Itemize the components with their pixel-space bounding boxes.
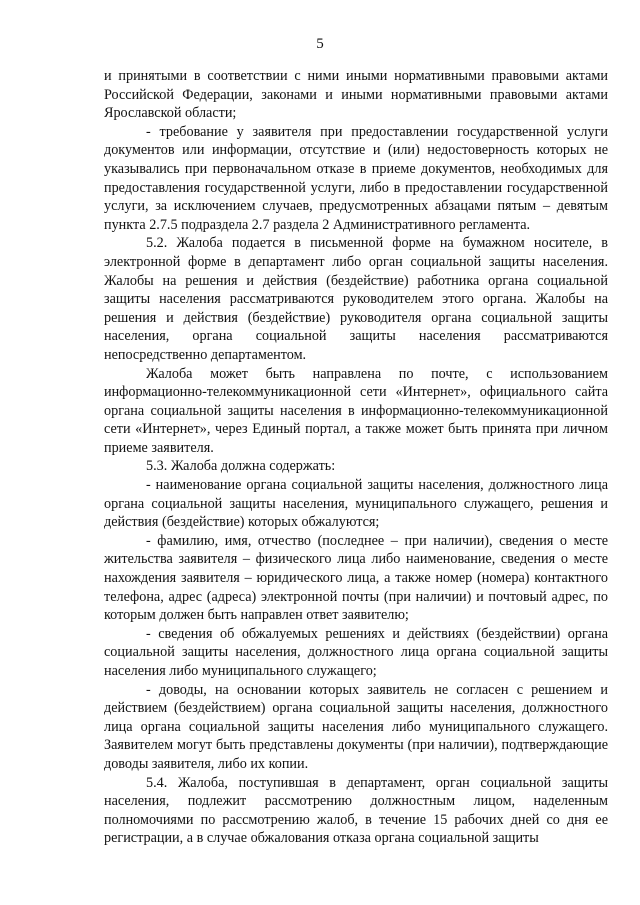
paragraph-item-applicant-details: - фамилию, имя, отчество (последнее – при наличии), сведения о месте жительства заявителя – физического лица либо наименование, сведения о месте нахождения заявителя – юридического лица, а также номер (номера) контактного телефона, адрес (адреса) электронной почты (при наличии) и почтовый адрес, по которым должен быть направлен ответ заявителю; — [104, 532, 608, 624]
paragraph-5-2: 5.2. Жалоба подается в письменной форме на бумажном носителе, в электронной форме в департамент либо орган социальной защиты населения. Жалобы на решения и действия (бездействие) работника органа социальной защиты населения рассматриваются руководителем этого органа. Жалобы на решения и действия (бездействие) руководителя органа социальной защиты населения, органа социальной защиты населения рассматриваются непосредственно департаментом. — [104, 235, 608, 363]
paragraph-item-appealed-decisions: - сведения об обжалуемых решениях и действиях (бездействии) органа социальной защиты населения, должностного лица органа социальной защиты населения либо муниципального служащего; — [104, 625, 608, 679]
paragraph-5-3: 5.3. Жалоба должна содержать: — [146, 458, 336, 475]
paragraph-submission-channels: Жалоба может быть направлена по почте, с использованием информационно-телекоммуникационной сети «Интернет», официального сайта органа социальной защиты населения в информационно-телекоммуникационной сети «Интернет», через Единый портал, а также может быть принята при личном приеме заявителя. — [104, 365, 608, 456]
paragraph-5-4: 5.4. Жалоба, поступившая в департамент, орган социальной защиты населения, подлежит рассмотрению должностным лицом, наделенным полномочиями по рассмотрению жалоб, в течение 15 рабочих дней со дня ее регистрации, а в случае обжалования отказа органа социальной защиты — [104, 774, 608, 847]
page-number: 5 — [316, 36, 324, 52]
paragraph-item-arguments: - доводы, на основании которых заявитель не согласен с решением и действием (бездействием) органа социальной защиты населения, должностного лица органа социальной защиты населения либо муниципального служащего. Заявителем могут быть представлены документы (при наличии), подтверждающие доводы заявителя, либо их копии. — [104, 681, 608, 772]
document-body — [104, 67, 608, 848]
paragraph-item-requirement: - требование у заявителя при предоставлении государственной услуги документов или информации, отсутствие и (или) недостоверность которых не указывались при первоначальном отказе в приеме документов, необходимых для предоставления государственной услуги, либо в предоставлении государственной услуги, за исключением случаев, предусмотренных абзацами пятым – девятым пункта 2.7.5 подраздела 2.7 раздела 2 Административного регламента. — [104, 123, 608, 233]
paragraph-item-authority-name: - наименование органа социальной защиты населения, должностного лица органа социальной защиты населения, муниципального служащего, решения и действия (бездействие) которых обжалуются; — [104, 477, 608, 531]
paragraph-continuation: и принятыми в соответствии с ними иными нормативными правовыми актами Российской Федерации, законами и иными нормативными правовыми актами Ярославской области; — [104, 68, 608, 122]
